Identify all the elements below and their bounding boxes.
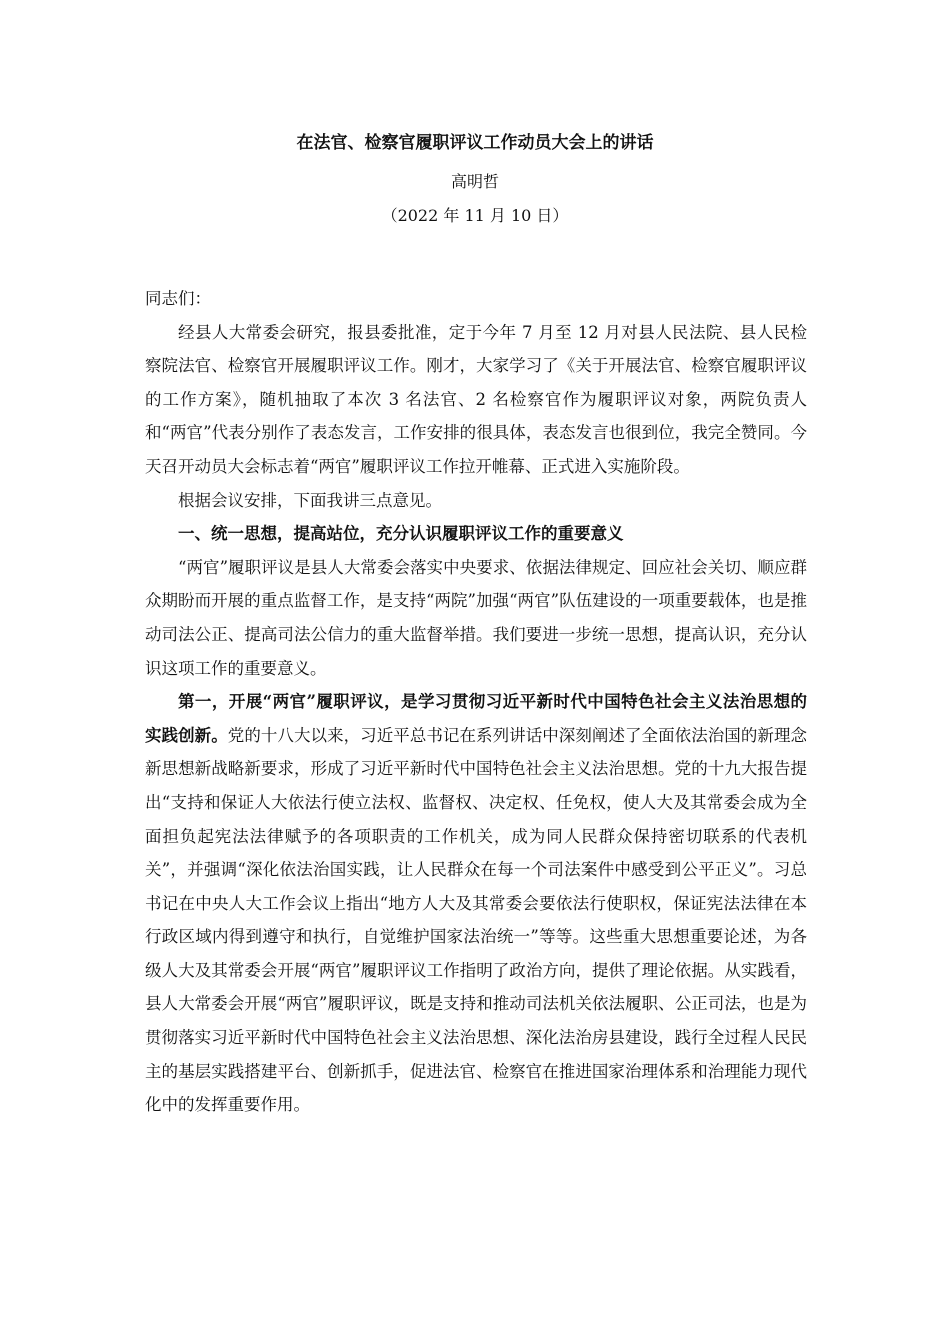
document-body	[145, 282, 807, 1122]
paragraph-outline: 根据会议安排，下面我讲三点意见。	[178, 490, 442, 510]
point-one-body: 党的十八大以来，习近平总书记在系列讲话中深刻阐述了全面依法治国的新理念新思想新战略新要求，形成了习近平新时代中国特色社会主义法治思想。党的十九大报告提出“支持和保证人大依法行使立法权、监督权、决定权、任免权，使人大及其常委会成为全面担负起宪法法律赋予的各项职责的工作机关，成为同人民群众保持密切联系的代表机关”，并强调“深化依法治国实践，让人民群众在每一个司法案件中感受到公平正义”。习总书记在中央人大工作会议上指出“地方人大及其常委会要依法行使职权，保证宪法法律在本行政区域内得到遵守和执行，自觉维护国家法治统一”等等。这些重大思想重要论述，为各级人大及其常委会开展“两官”履职评议工作指明了政治方向，提供了理论依据。从实践看，县人大常委会开展“两官”履职评议，既是支持和推动司法机关依法履职、公正司法，也是为贯彻落实习近平新时代中国特色社会主义法治思想、深化法治房县建设，践行全过程人民民主的基层实践搭建平台、创新抓手，促进法官、检察官在推进国家治理体系和治理能力现代化中的发挥重要作用。	[145, 725, 808, 1115]
salutation: 同志们：	[145, 289, 211, 308]
paragraph-point-one	[145, 685, 807, 1122]
document-author: 高明哲	[450, 172, 499, 191]
paragraph-significance: “两官”履职评议是县人大常委会落实中央要求、依据法律规定、回应社会关切、顺应群众期盼而开展的重点监督工作，是支持“两院”加强“两官”队伍建设的一项重要载体，也是推动司法公正、提高司法公信力的重大监督举措。我们要进一步统一思想，提高认识，充分认识这项工作的重要意义。	[145, 557, 807, 678]
document-title: 在法官、检察官履职评议工作动员大会上的讲话	[296, 133, 654, 153]
paragraph-intro: 经县人大常委会研究，报县委批准，定于今年 7 月至 12 月对县人民法院、县人民检察院法官、检察官开展履职评议工作。刚才，大家学习了《关于开展法官、检察官履职评议的工作方案》，随机抽取了本次 3 名法官、2 名检察官作为履职评议对象，两院负责人和“两官”代表分别作了表态发言，工作安排的很具体，表态发言也很到位，我完全赞同。今天召开动员大会标志着“两官”履职评议工作拉开帷幕、正式进入实施阶段。	[145, 322, 807, 476]
point-one-lead: 第一，开展“两官”履职评议，是学习贯彻习近平新时代中国特色社会主义法治思想的实践创新。	[145, 692, 807, 745]
document-date: （2022 年 11 月 10 日）	[381, 206, 569, 225]
section-heading-1: 一、统一思想，提高站位，充分认识履职评议工作的重要意义	[178, 524, 624, 544]
